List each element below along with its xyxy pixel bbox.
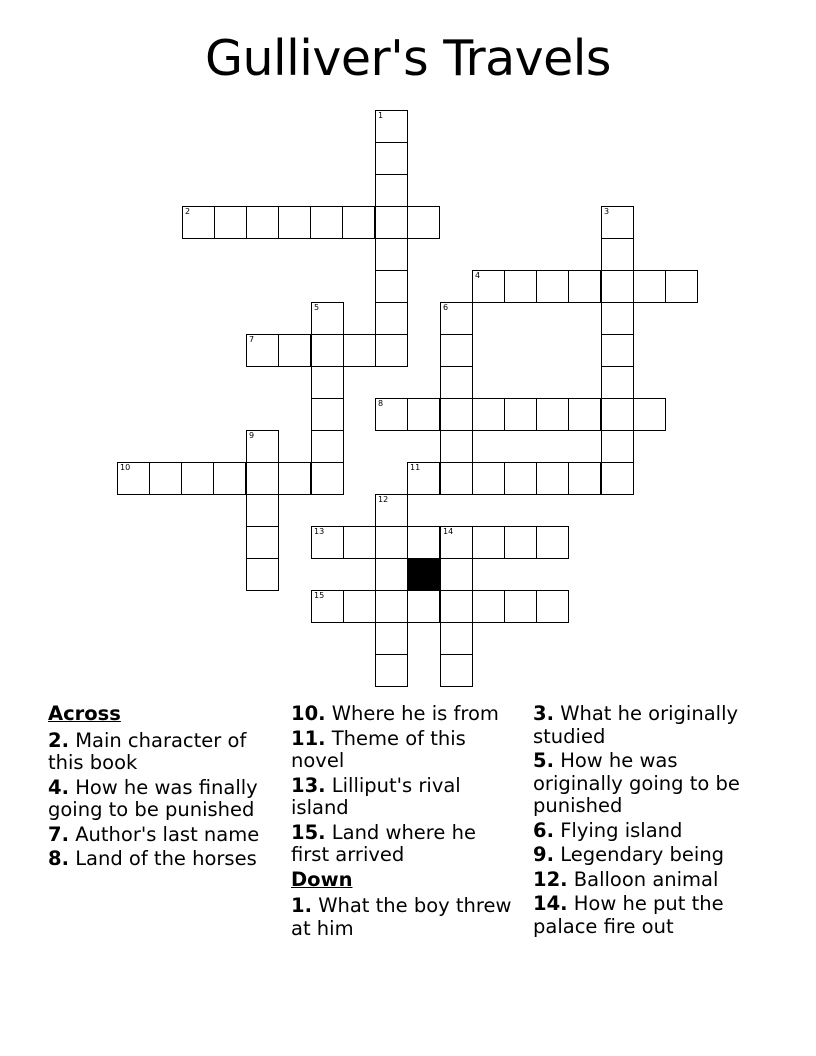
grid-cell-4[interactable] xyxy=(472,270,505,303)
grid-cell[interactable] xyxy=(568,270,601,303)
grid-cell[interactable] xyxy=(181,462,214,495)
clue-number: 7 xyxy=(249,335,255,344)
clue-across-13: 13. Lilliput's rival island xyxy=(291,773,461,819)
grid-cell[interactable] xyxy=(343,526,376,559)
grid-cell[interactable] xyxy=(601,398,634,431)
grid-cell[interactable] xyxy=(246,462,279,495)
clue-down-1: 1. What the boy threw at him xyxy=(291,894,512,940)
grid-cell[interactable] xyxy=(311,366,344,399)
grid-cell[interactable] xyxy=(375,206,408,239)
clue-across-8: 8. Land of the horses xyxy=(48,847,257,870)
clues-column-1 xyxy=(48,703,278,873)
grid-cell[interactable] xyxy=(375,558,408,591)
grid-cell[interactable] xyxy=(246,206,279,239)
grid-cell[interactable] xyxy=(536,462,569,495)
grid-cell[interactable] xyxy=(311,462,344,495)
grid-cell[interactable] xyxy=(440,654,473,687)
grid-cell[interactable] xyxy=(472,398,505,431)
grid-cell[interactable] xyxy=(568,398,601,431)
grid-cell[interactable] xyxy=(440,622,473,655)
clue-across-7: 7. Author's last name xyxy=(48,822,260,846)
grid-cell[interactable] xyxy=(536,526,569,559)
across-heading: Across xyxy=(48,702,121,725)
grid-cell[interactable] xyxy=(601,270,634,303)
grid-cell[interactable] xyxy=(375,238,408,271)
clue-number: 11 xyxy=(410,463,421,472)
grid-cell[interactable] xyxy=(375,526,408,559)
grid-cell[interactable] xyxy=(536,590,569,623)
grid-cell[interactable] xyxy=(504,526,537,559)
grid-cell-9[interactable] xyxy=(246,430,279,463)
black-cell xyxy=(407,558,440,591)
grid-cell[interactable] xyxy=(213,462,246,495)
grid-cell[interactable] xyxy=(440,430,473,463)
clue-number: 12 xyxy=(378,495,389,504)
grid-cell[interactable] xyxy=(440,590,473,623)
grid-cell[interactable] xyxy=(472,462,505,495)
grid-cell[interactable] xyxy=(375,654,408,687)
grid-cell[interactable] xyxy=(440,558,473,591)
grid-cell[interactable] xyxy=(536,398,569,431)
clue-across-4: 4. How he was finally going to be punished xyxy=(48,775,258,821)
grid-cell[interactable] xyxy=(278,334,311,367)
grid-cell-3[interactable] xyxy=(601,206,634,239)
clue-number: 14 xyxy=(443,527,454,536)
grid-cell[interactable] xyxy=(278,462,311,495)
grid-cell[interactable] xyxy=(504,462,537,495)
grid-cell[interactable] xyxy=(342,206,375,239)
clue-down-5: 5. How he was originally going to be punished xyxy=(533,749,740,817)
grid-cell[interactable] xyxy=(310,206,343,239)
grid-cell-7[interactable] xyxy=(246,334,279,367)
grid-cell[interactable] xyxy=(407,590,440,623)
grid-cell[interactable] xyxy=(472,590,505,623)
grid-cell-5[interactable] xyxy=(311,302,344,335)
grid-cell[interactable] xyxy=(601,334,634,367)
clues-column-3 xyxy=(533,703,773,940)
clue-down-12: 12. Balloon animal xyxy=(533,867,719,891)
grid-cell[interactable] xyxy=(214,206,247,239)
grid-cell[interactable] xyxy=(440,334,473,367)
grid-cell[interactable] xyxy=(601,366,634,399)
clue-number: 10 xyxy=(120,463,131,472)
grid-cell[interactable] xyxy=(633,398,666,431)
grid-cell[interactable] xyxy=(375,622,408,655)
grid-cell[interactable] xyxy=(375,302,408,335)
grid-cell-14[interactable] xyxy=(440,526,473,559)
grid-cell-13[interactable] xyxy=(311,526,344,559)
grid-cell[interactable] xyxy=(246,558,279,591)
grid-cell[interactable] xyxy=(504,270,537,303)
grid-cell[interactable] xyxy=(407,206,440,239)
grid-cell[interactable] xyxy=(311,334,344,367)
clue-across-15: 15. Land where he first arrived xyxy=(291,820,476,866)
clue-number: 13 xyxy=(314,527,325,536)
grid-cell[interactable] xyxy=(375,270,408,303)
clue-number: 2 xyxy=(185,207,191,216)
grid-cell-11[interactable] xyxy=(407,462,440,495)
grid-cell[interactable] xyxy=(246,494,279,527)
clue-number: 8 xyxy=(378,399,384,408)
clue-number: 15 xyxy=(314,591,325,600)
grid-cell-8[interactable] xyxy=(375,398,408,431)
puzzle-title: Gulliver's Travels xyxy=(205,30,611,87)
grid-cell-10[interactable] xyxy=(117,462,150,495)
grid-cell[interactable] xyxy=(665,270,698,303)
clue-number: 1 xyxy=(378,111,384,120)
grid-cell[interactable] xyxy=(278,206,311,239)
grid-cell-1[interactable] xyxy=(375,110,408,143)
grid-cell[interactable] xyxy=(311,430,344,463)
clue-down-9: 9. Legendary being xyxy=(533,843,725,866)
clue-down-14: 14. How he put the palace fire out xyxy=(533,892,724,938)
grid-cell[interactable] xyxy=(375,590,408,623)
clue-across-10: 10. Where he is from xyxy=(291,702,499,725)
grid-cell[interactable] xyxy=(375,334,408,367)
clue-across-11: 11. Theme of this novel xyxy=(291,726,466,772)
grid-cell-6[interactable] xyxy=(440,302,473,335)
grid-cell[interactable] xyxy=(375,174,408,207)
grid-cell[interactable] xyxy=(568,462,601,495)
grid-cell[interactable] xyxy=(311,398,344,431)
clue-down-6: 6. Flying island xyxy=(533,818,683,842)
grid-cell[interactable] xyxy=(375,142,408,175)
clue-number: 9 xyxy=(249,431,255,440)
clue-number: 4 xyxy=(475,271,481,280)
down-heading: Down xyxy=(291,867,353,891)
grid-cell[interactable] xyxy=(504,398,537,431)
grid-cell[interactable] xyxy=(504,590,537,623)
grid-cell[interactable] xyxy=(407,526,440,559)
grid-cell[interactable] xyxy=(440,398,473,431)
grid-cell[interactable] xyxy=(149,462,182,495)
clue-across-2: 2. Main character of this book xyxy=(48,728,247,774)
grid-cell[interactable] xyxy=(601,462,634,495)
grid-cell[interactable] xyxy=(601,302,634,335)
grid-cell[interactable] xyxy=(343,334,376,367)
grid-cell[interactable] xyxy=(601,238,634,271)
grid-cell[interactable] xyxy=(633,270,666,303)
grid-cell-2[interactable] xyxy=(182,206,215,239)
grid-cell[interactable] xyxy=(472,526,505,559)
clue-down-3: 3. What he originally studied xyxy=(533,702,739,748)
grid-cell[interactable] xyxy=(536,270,569,303)
grid-cell[interactable] xyxy=(343,590,376,623)
grid-cell[interactable] xyxy=(601,430,634,463)
clue-number: 5 xyxy=(314,303,320,312)
grid-cell-12[interactable] xyxy=(375,494,408,527)
grid-cell[interactable] xyxy=(440,366,473,399)
grid-cell-15[interactable] xyxy=(311,590,344,623)
grid-cell[interactable] xyxy=(246,526,279,559)
clue-number: 3 xyxy=(604,207,610,216)
grid-cell[interactable] xyxy=(407,398,440,431)
clue-number: 6 xyxy=(443,303,449,312)
clues-column-2 xyxy=(291,703,519,942)
grid-cell[interactable] xyxy=(440,462,473,495)
